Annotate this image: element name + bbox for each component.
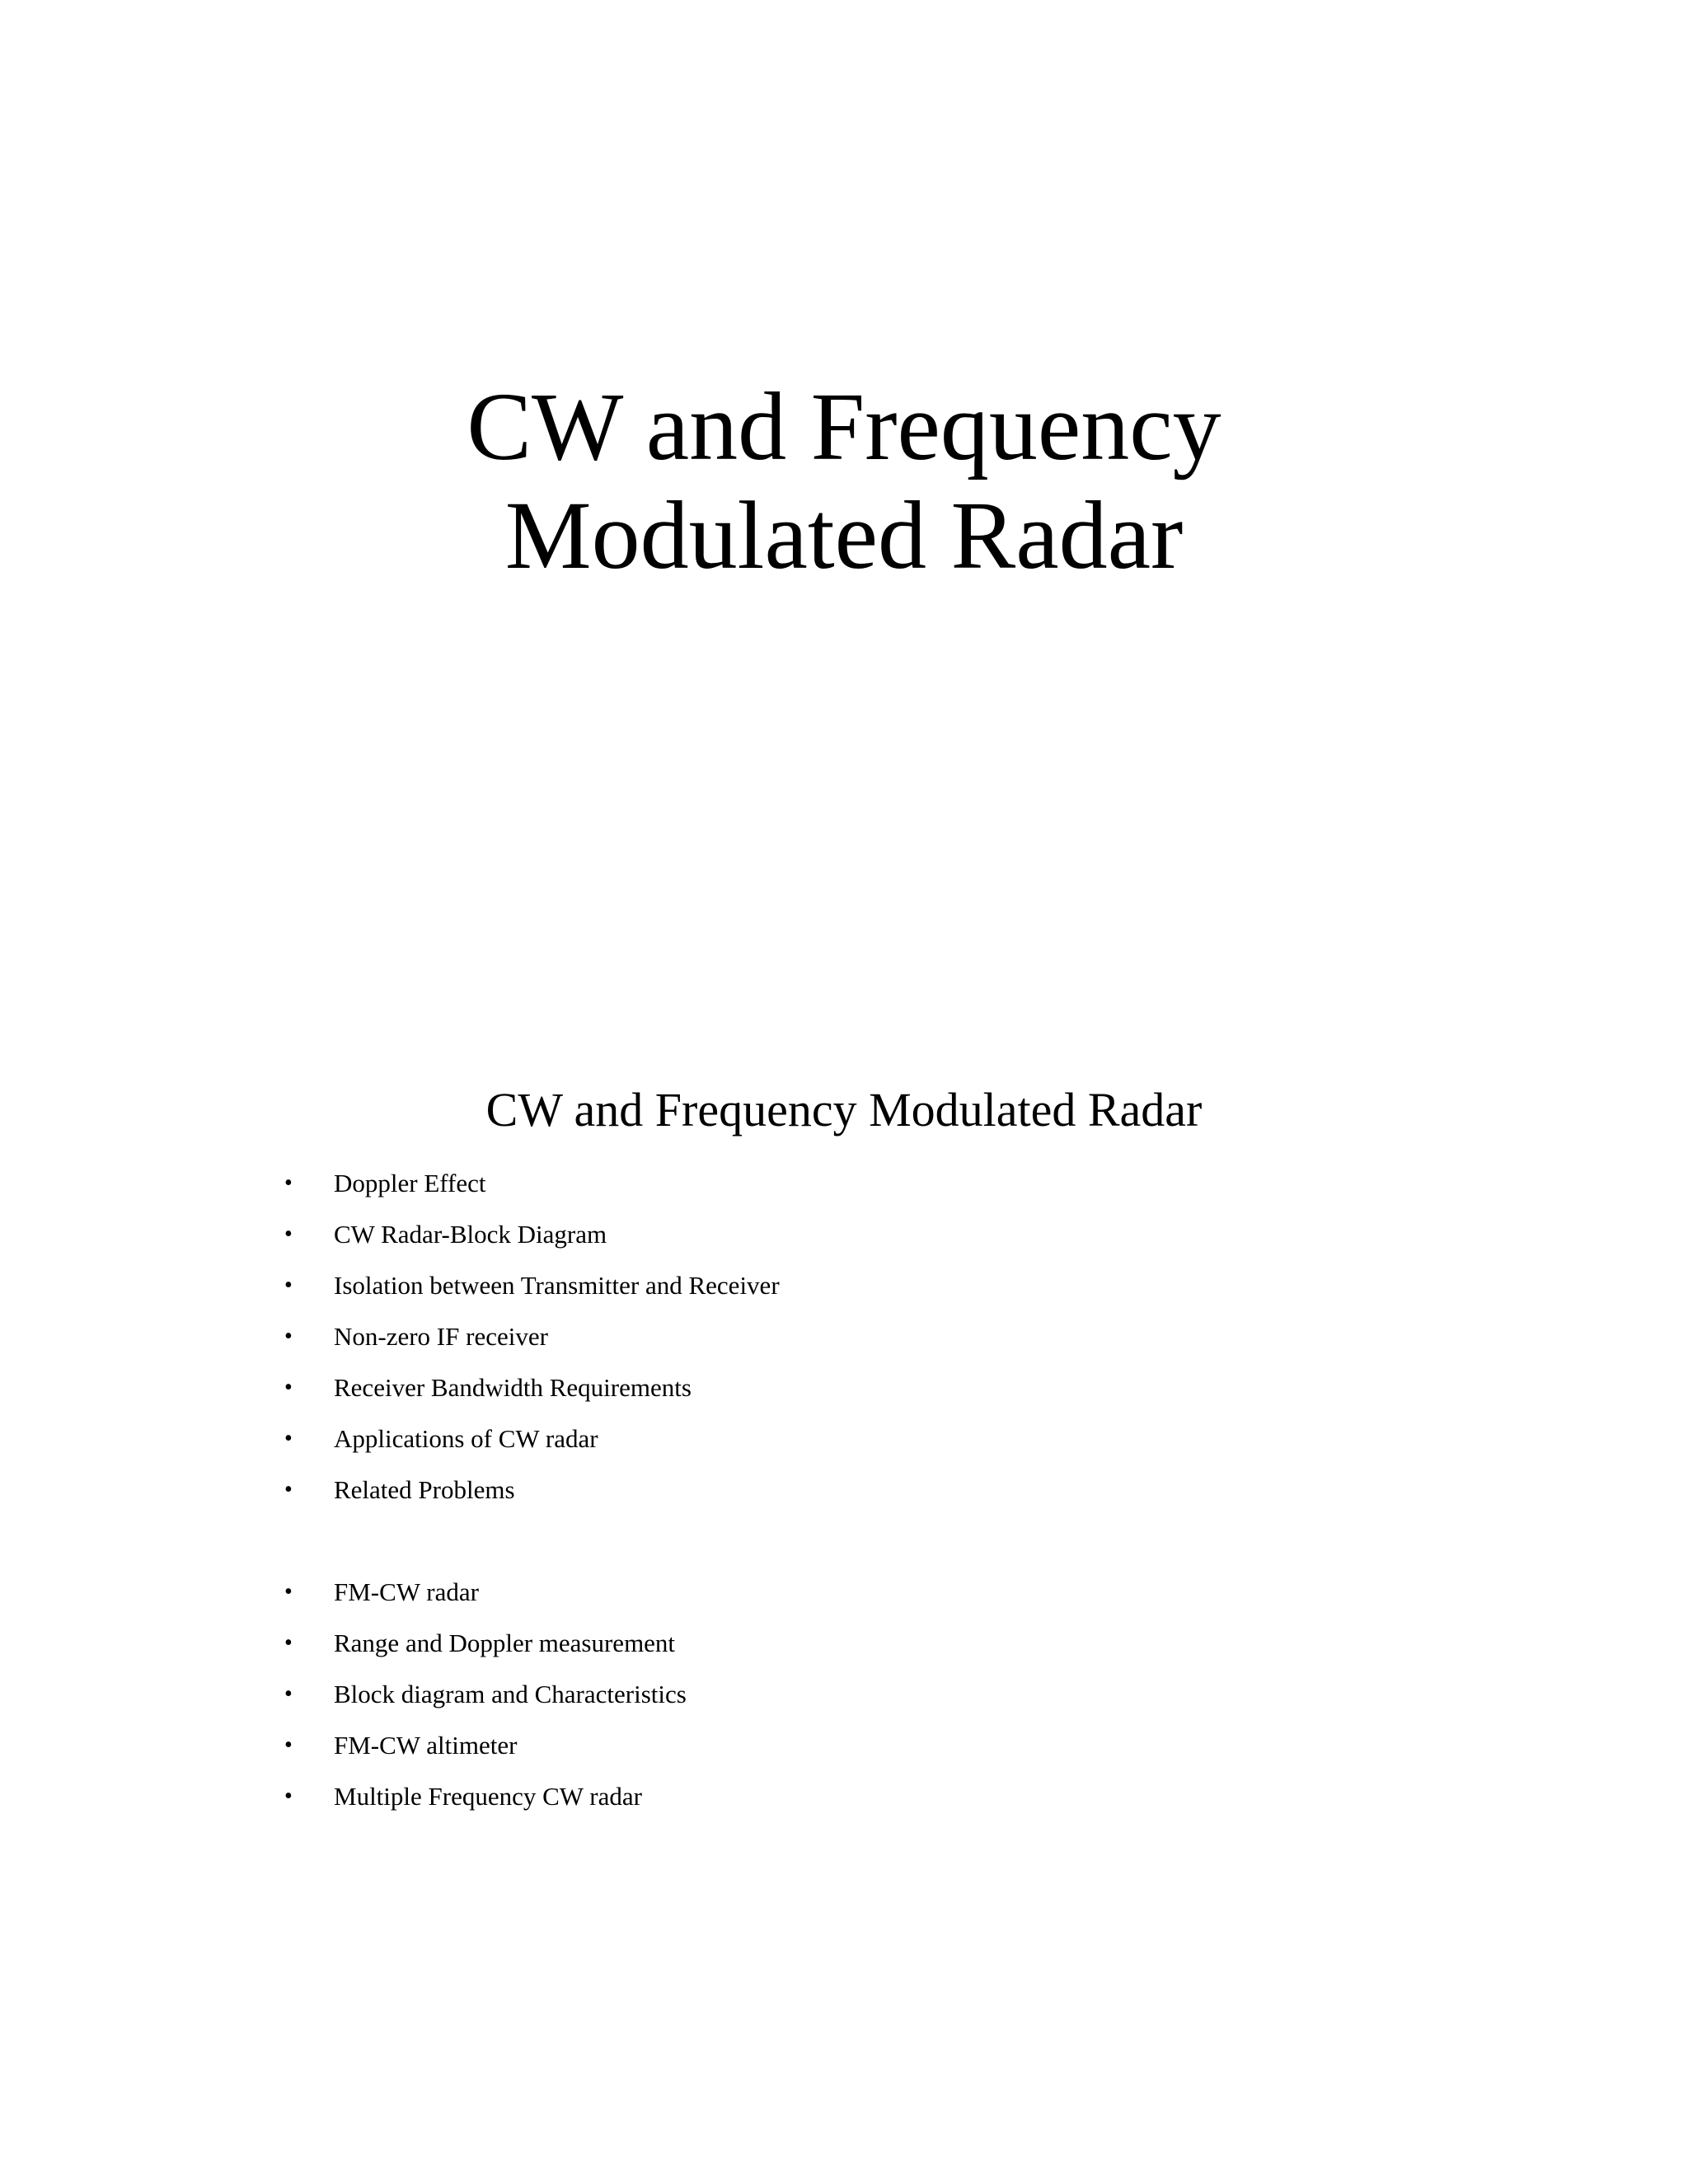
- list-item-text: Block diagram and Characteristics: [334, 1680, 687, 1708]
- bullet-icon: •: [284, 1375, 293, 1400]
- bullet-icon: •: [284, 1681, 293, 1707]
- list-item-text: Non-zero IF receiver: [334, 1322, 548, 1351]
- page-title: [0, 373, 1688, 590]
- list-item-text: Doppler Effect: [334, 1169, 486, 1197]
- list-item-text: Related Problems: [334, 1475, 515, 1504]
- list-item-text: CW Radar-Block Diagram: [334, 1220, 607, 1249]
- list-item-text: FM-CW radar: [334, 1577, 479, 1606]
- title-line: CW and Frequency: [467, 373, 1221, 480]
- list-item: [284, 1465, 780, 1516]
- title-line: Modulated Radar: [504, 481, 1184, 589]
- list-item: [284, 1311, 780, 1362]
- bullet-icon: •: [284, 1170, 293, 1196]
- list-item: [284, 1618, 780, 1669]
- list-item-text: Receiver Bandwidth Requirements: [334, 1373, 692, 1402]
- list-item: [284, 1209, 780, 1260]
- list-item: [284, 1567, 780, 1618]
- list-item-text: FM-CW altimeter: [334, 1731, 518, 1760]
- topic-list: [284, 1158, 780, 1822]
- list-item: [284, 1158, 780, 1209]
- bullet-icon: •: [284, 1732, 293, 1758]
- list-item: [284, 1413, 780, 1465]
- bullet-icon: •: [284, 1324, 293, 1349]
- list-item: [284, 1362, 780, 1413]
- list-item: [284, 1669, 780, 1720]
- bullet-icon: •: [284, 1426, 293, 1451]
- bullet-icon: •: [284, 1630, 293, 1656]
- list-item-text: Applications of CW radar: [334, 1424, 598, 1453]
- list-item-text: Multiple Frequency CW radar: [334, 1782, 642, 1811]
- list-item: [284, 1771, 780, 1822]
- bullet-icon: •: [284, 1477, 293, 1502]
- list-item-text: Range and Doppler measurement: [334, 1629, 676, 1657]
- list-item: [284, 1720, 780, 1771]
- list-item-text: Isolation between Transmitter and Receiver: [334, 1271, 780, 1300]
- bullet-icon: •: [284, 1221, 293, 1247]
- bullet-icon: •: [284, 1579, 293, 1605]
- section-heading: CW and Frequency Modulated Radar: [485, 1083, 1203, 1137]
- bullet-icon: •: [284, 1272, 293, 1298]
- list-item: [284, 1260, 780, 1311]
- bullet-icon: •: [284, 1783, 293, 1809]
